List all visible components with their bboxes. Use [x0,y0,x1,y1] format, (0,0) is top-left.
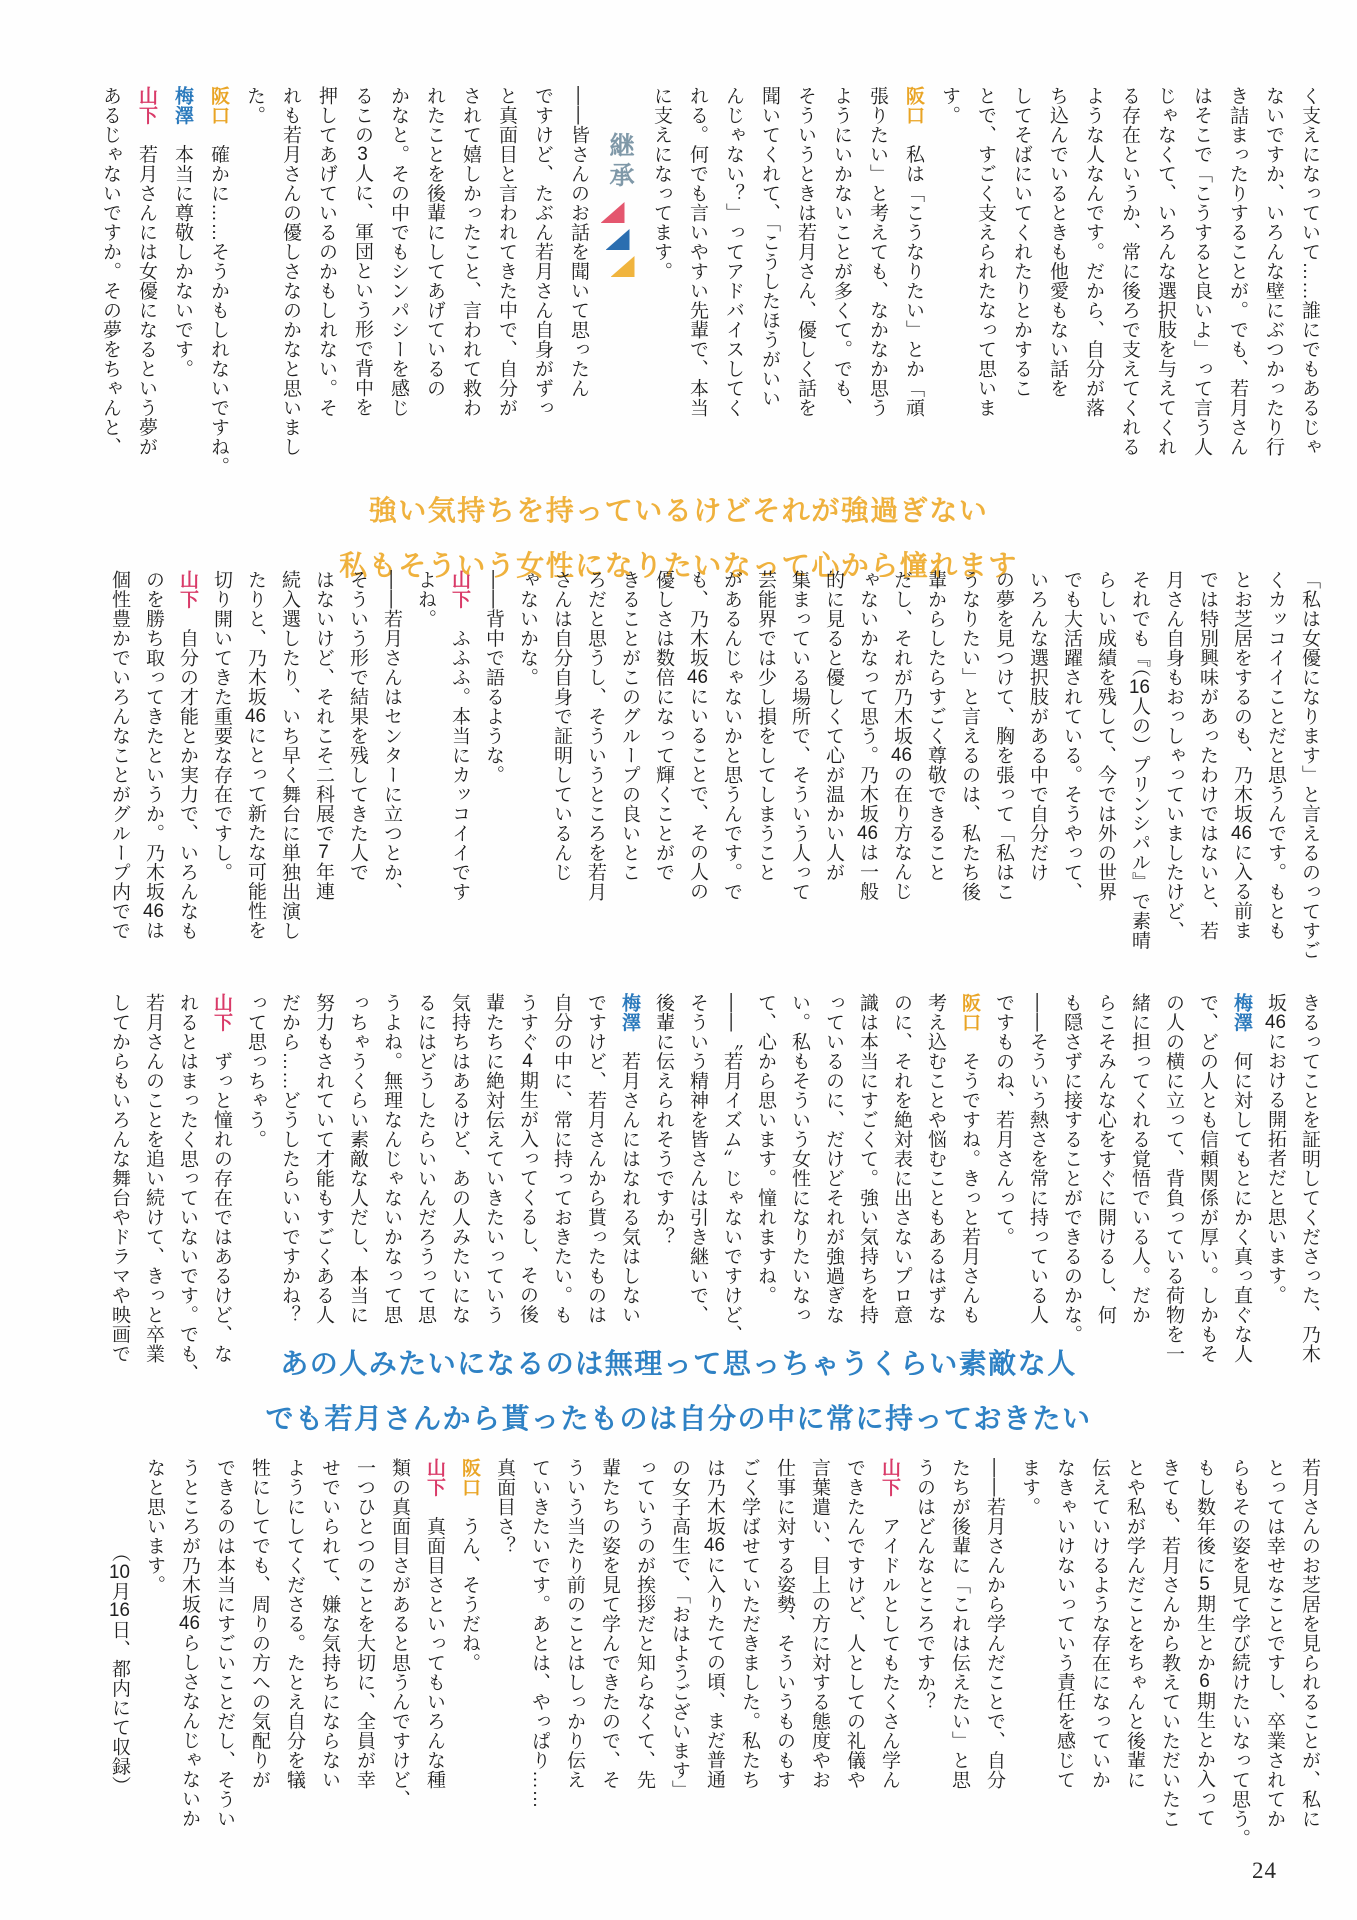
text-column: とや私が学んだことをちゃんと後輩に [1124,1458,1145,1790]
text-column: るこの3人に、軍団という形で背中を [352,86,373,417]
text-column: 一つひとつのことを大切に、全員が幸 [354,1458,375,1790]
text-column: 山下 若月さんには女優になるという夢が [136,86,157,457]
text-column: 識は本当にすごくて。強い気持ちを持 [857,993,878,1325]
text-column: も、乃木坂46にいることで、その人の [687,570,708,901]
text-column: できるのは本当にすごいことだし、そうい [214,1458,235,1829]
pull-quote-1-line-2: 私もそういう女性になりたいなって心から憧れます [339,550,1018,581]
text-column: では特別興味があったわけではないと、若 [1197,570,1218,941]
text-column: 梅澤 何に対してもとにかく真っ直ぐな人 [1231,993,1252,1364]
text-column: 言葉遣い、目上の方に対する態度やお [809,1458,830,1790]
text-column: とっては幸せなことですし、卒業されてか [1264,1458,1285,1829]
text-column: く支えになっていて……誰にでもあるじゃ [1299,86,1320,457]
text-column: の女子高生で、「おはようございます」 [669,1458,690,1800]
speaker-label: 山下 [449,570,470,609]
text-column: 坂46における開拓者だと思います。 [1265,993,1286,1305]
triangle-icon [606,229,630,250]
text-column: 阪口 そうですね。きっと若月さんも [959,993,980,1325]
text-column: そういう形で結果を残してきた人で [347,570,368,882]
speaker-label: 山下 [136,86,157,125]
text-column: うすぐ4期生が入ってくるし、その後 [517,993,538,1324]
text-column: 若月さんのことを追い続けて、きっと卒業 [143,993,164,1364]
text-column: うなりたい」と言えるのは、私たち後 [959,570,980,902]
text-column: してそばにいてくれたりとかするこ [1011,86,1032,398]
text-column: 切り開いてきた重要な存在ですし。 [211,570,232,882]
text-column: うよね。無理なんじゃないかなって思 [381,993,402,1325]
text-column: そういう精神を皆さんは引き継いで、 [687,993,708,1325]
text-column: っていうのが挨拶だと知らなくて、先 [634,1458,655,1790]
text-column: 聞いてくれて、「こうしたほうがいい [759,86,780,408]
text-column: 後輩に伝えられそうですか？ [653,993,674,1247]
text-column: それでも『（16人の）プリンシパル』で素晴 [1129,570,1150,950]
text-column: でも大活躍されている。そうやって、 [1061,570,1082,902]
text-column: は乃木坂46に入りたての頃、まだ普通 [704,1458,725,1789]
text-column: で、どの人とも信頼関係が厚い。しかもそ [1197,993,1218,1364]
text-column: 「私は女優になります」と言えるのってすご [1299,570,1320,960]
text-column: の夢を見つけて、胸を張って「私はこ [993,570,1014,902]
text-column: っちゃうくらい素敵な人だし、本当に [347,993,368,1325]
pull-quote-2-line-2: でも若月さんから貰ったものは自分の中に常に持っておきたい [265,1403,1092,1434]
text-column: 続入選したり、いち早く舞台に単独出演し [279,570,300,941]
text-column: に支えになってます。 [651,86,672,281]
text-column: のに、それを絶対表に出さないプロ意 [891,993,912,1325]
text-column: らもその姿を見て学び続けたいなって思う。 [1229,1458,1250,1848]
text-column: て、心から思います。憧れますね。 [755,993,776,1305]
speaker-label: 阪口 [208,86,229,125]
series-logo [605,86,635,498]
text-column: せでいられて、嫌な気持ちにならない [319,1458,340,1790]
text-column: た。 [244,86,265,125]
text-column: 月さん自身もおっしゃっていましたけど、 [1163,570,1184,941]
text-column: らしい成績を残して、今では外の世界 [1095,570,1116,902]
text-column: 個性豊かでいろんなことがグループ内でで [109,570,130,941]
interview-text-band-2 [95,570,1319,982]
text-column: ——若月さんはセンターに立つとか、 [381,570,402,902]
text-column: きても、若月さんから教えていただいたこ [1159,1458,1180,1829]
text-column: だから……どうしたらいいですかね？ [279,993,300,1325]
text-column: 集まっている場所で、そういう人って [789,570,810,902]
text-column: できたんですけど、人としての礼儀や [844,1458,865,1790]
interview-text-band-1 [84,86,1319,498]
text-column: ですけど、たぶん若月さん自身がずっ [532,86,553,418]
triangle-icon [611,256,635,277]
text-column: 真面目さ？ [494,1458,515,1556]
text-column: よね。 [415,570,436,629]
text-column: 押してあげているのかもしれない。そ [316,86,337,418]
text-column: 阪口 私は「こうなりたい」とか「頑 [903,86,924,418]
text-column: 類の真面目さがあると思うんですけど、 [389,1458,410,1809]
triangle-icon [601,202,625,223]
speaker-label: 阪口 [959,993,980,1032]
text-column: らこそみんな心をすぐに開けるし、何 [1095,993,1116,1325]
speaker-label: 山下 [424,1458,445,1497]
text-column: 山下 アイドルとしてもたくさん学ん [879,1458,900,1790]
text-column: うところが乃木坂46らしさなんじゃないか [179,1458,200,1828]
text-column: ようにしてくださる。たとえ自分を犠 [284,1458,305,1790]
text-column: きることがこのグループの良いとこ [619,570,640,882]
text-column: 山下 真面目さといってもいろんな種 [424,1458,445,1790]
speaker-label: 梅澤 [172,86,193,125]
text-column: ——そういう熱さを常に持っている人 [1027,993,1048,1325]
text-column: もし数年後に5期生とか6期生とか入って [1194,1458,1215,1828]
text-column: ような人なんです。だから、自分が落 [1083,86,1104,418]
text-column: 阪口 確かに……そうかもしれないですね。 [208,86,229,476]
text-column: うのはどんなところですか？ [914,1458,935,1712]
text-column: ですけど、若月さんから貰ったものは [585,993,606,1325]
text-column: れるとはまったく思っていないです。でも、 [177,993,198,1383]
text-column: のを勝ち取ってきたというか。乃木坂46は [143,570,164,940]
text-column: ゃないかな。 [517,570,538,687]
text-column: って思っちゃう。 [245,993,266,1149]
interview-text-band-4 [94,1458,1319,1870]
text-column: 輩からしたらすごく尊敬できること [925,570,946,882]
logo-triangles [606,202,635,277]
text-column: ——若月さんから学んだことで、自分 [984,1458,1005,1790]
text-column: 梅澤 本当に尊敬しかないです。 [172,86,193,379]
page-number: 24 [1252,1858,1277,1883]
text-column: 若月さんのお芝居を見られることが、私に [1299,1458,1320,1829]
speaker-label: 阪口 [459,1458,480,1497]
text-column: 山下 ふふふ。本当にカッコイイです [449,570,470,902]
speaker-label: 山下 [879,1458,900,1497]
text-column: るにはどうしたらいいんだろうって思 [415,993,436,1325]
text-column: さんは自分自身で証明しているんじ [551,570,572,882]
text-column: 輩たちに絶対伝えていきたいっていう [483,993,504,1325]
text-column: があるんじゃないかと思うんです。で [721,570,742,902]
text-column: っているのに、だけどそれが強過ぎな [823,993,844,1325]
text-column: 山下 ずっと憧れの存在ではあるけど、な [211,993,232,1364]
speaker-label: 梅澤 [619,993,640,1032]
text-column: ようにいかないことが多くて。でも、 [831,86,852,418]
text-column: 優しさは数倍になって輝くことがで [653,570,674,882]
text-column: ——〝若月イズム〟じゃないですけど、 [721,993,742,1344]
text-column: 的に見ると優しくて心が温かい人が [823,570,844,882]
text-column: そういうときは若月さん、優しく話を [795,86,816,418]
text-column: じゃなくて、いろんな選択肢を与えてくれ [1155,86,1176,457]
text-column: 山下 自分の才能とか実力で、いろんなも [177,570,198,941]
text-column: たちが後輩に「これは伝えたい」と思 [949,1458,970,1790]
text-column: 阪口 うん、そうだね。 [459,1458,480,1673]
text-column: たりと、乃木坂46にとって新たな可能性を [245,570,266,940]
speaker-label: 梅澤 [1231,993,1252,1032]
text-column: と真面目と言われてきた中で、自分が [496,86,517,418]
text-column: ——背中で語るような。 [483,570,504,785]
text-column: ていきたいです。あとは、やっぱり…… [529,1458,550,1809]
pull-quote-1-line-1: 強い気持ちを持っているけどそれが強過ぎない [368,495,989,526]
text-column: はそこで「こうすると良いよ」って言う人 [1191,86,1212,457]
text-column: ち込んでいるときも他愛もない話を [1047,86,1068,398]
text-column: ます。 [1019,1458,1040,1517]
text-column: ごく学ばせていただきました。私たち [739,1458,760,1790]
speaker-label: 阪口 [903,86,924,125]
text-column: あるじゃないですか。その夢をちゃんと、 [100,86,121,457]
text-column: 輩たちの姿を見て学んできたので、そ [599,1458,620,1790]
text-column: 気持ちはあるけど、あの人みたいにな [449,993,470,1325]
text-column: んじゃない？」ってアドバイスしてく [723,86,744,418]
text-column: れも若月さんの優しさなのかなと思いまし [280,86,301,457]
text-column: 自分の中に、常に持っておきたい。も [551,993,572,1325]
speaker-label: 山下 [177,570,198,609]
text-column: してからもいろんな舞台やドラマや映画で [109,993,130,1364]
text-column: も隠さずに接することができるのかな。 [1061,993,1082,1344]
text-column: かなと。その中でもシンパシーを感じ [388,86,409,418]
text-column: 仕事に対する姿勢、そういうものもす [774,1458,795,1790]
text-column: れたことを後輩にしてあげているの [424,86,445,398]
text-column: されて嬉しかったこと、言われて救わ [460,86,481,418]
text-column: ろだと思うし、そういうところを若月 [585,570,606,902]
text-column: 張りたい」と考えても、なかなか思う [867,86,888,418]
text-column: ——皆さんのお話を聞いて思ったん [568,86,589,398]
pull-quote-2-line-1: あの人みたいになるのは無理って思っちゃうくらい素敵な人 [280,1348,1077,1379]
text-column: き詰まったりすることが。でも、若月さん [1227,86,1248,457]
text-column: す。 [939,86,960,125]
text-column: 緒に担ってくれる覚悟でいる人。だか [1129,993,1150,1325]
text-column: い。私もそういう女性になりたいなっ [789,993,810,1325]
text-column: ないですか、いろんな壁にぶつかったり行 [1263,86,1284,457]
text-column: くカッコイイことだと思うんです。もとも [1265,570,1286,941]
text-column: 梅澤 若月さんにはなれる気はしない [619,993,640,1325]
text-column: なきゃいけないっていう責任を感じて [1054,1458,1075,1790]
series-logo-text: 継承 [606,132,634,192]
text-column: とお芝居をするのも、乃木坂46に入る前ま [1231,570,1252,940]
text-column: きるってことを証明してくださった、乃木 [1299,993,1320,1364]
text-column: 芸能界では少し損をしてしまうこと [755,570,776,882]
text-column: いろんな選択肢がある中で自分だけ [1027,570,1048,882]
text-column: る存在というか、常に後ろで支えてくれる [1119,86,1140,457]
text-column: はないけど、それこそ二科展で7年連 [313,570,334,901]
text-column: ういう当たり前のことはしっかり伝え [564,1458,585,1790]
text-column: ゃないかなって思う。乃木坂46は一般 [857,570,878,901]
text-column: 努力もされていて才能もすごくある人 [313,993,334,1325]
speaker-label: 山下 [211,993,232,1032]
text-column: とで、すごく支えられたなって思いま [975,86,996,418]
text-column: なと思います。 [144,1458,165,1595]
text-column: れる。何でも言いやすい先輩で、本当 [687,86,708,418]
text-column: 考え込むことや悩むこともあるはずな [925,993,946,1325]
text-column: だし、それが乃木坂46の在り方なんじ [891,570,912,901]
text-column: 伝えていけるような存在になっていか [1089,1458,1110,1790]
text-column: （10月16日、都内にて収録） [109,1543,130,1796]
text-column: ですものね、若月さんって。 [993,993,1014,1247]
text-column: 牲にしてでも、周りの方への気配りが [249,1458,270,1790]
text-column: の人の横に立って、背負っている荷物を一 [1163,993,1184,1364]
